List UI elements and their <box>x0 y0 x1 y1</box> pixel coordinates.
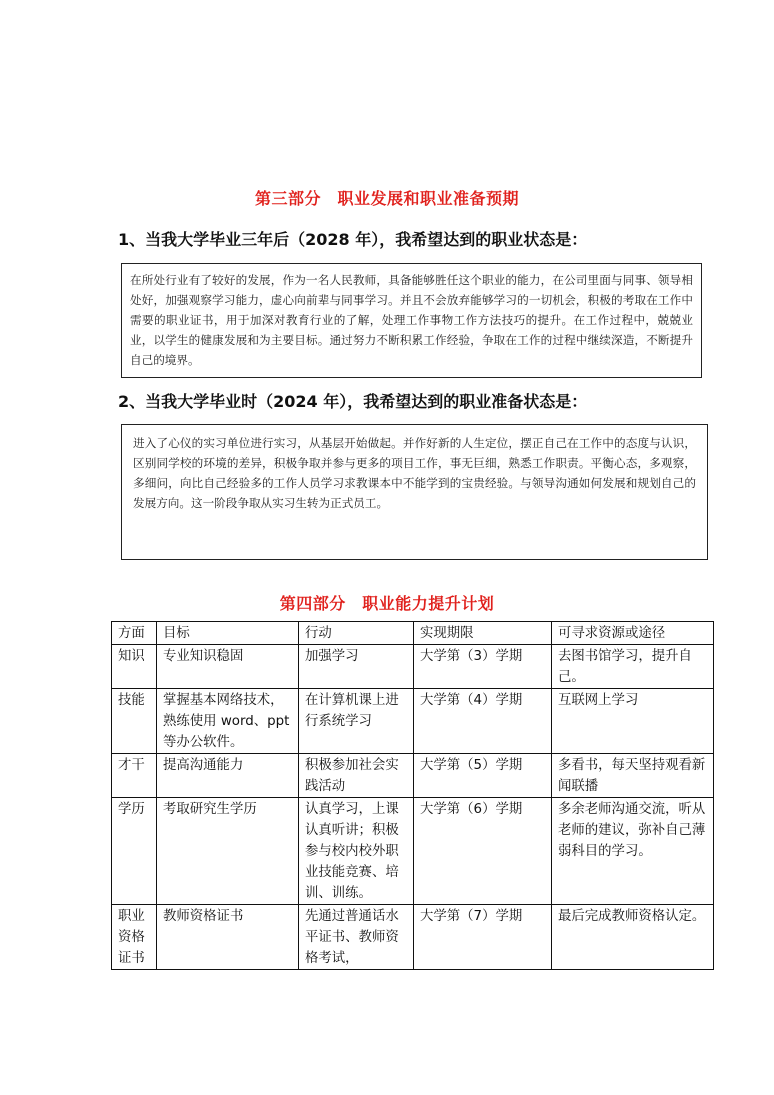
answer-box-2: 进入了心仪的实习单位进行实习，从基层开始做起。并作好新的人生定位，摆正自己在工作中的态度与认识，区别同学校的环境的差异，积极争取并参与更多的项目工作，事无巨细，熟悉工作职责。平衡心态，多观察，多细问，向比自己经验多的工作人员学习求教课本中不能学到的宝贵经验。与领导沟通如何发展和规划自己的发展方向。这一阶段争取从实习生转为正式员工。 <box>121 424 708 560</box>
cell-aspect: 才干 <box>112 754 157 798</box>
cell-resources: 多余老师沟通交流，听从老师的建议，弥补自己薄弱科目的学习。 <box>552 798 714 905</box>
header-resources: 可寻求资源或途径 <box>552 622 714 645</box>
question-1: 1、当我大学毕业三年后（2028 年），我希望达到的职业状态是： <box>118 230 588 249</box>
table-row <box>112 645 714 689</box>
cell-goal: 掌握基本网络技术，熟练使用 word、ppt 等办公软件。 <box>157 689 299 754</box>
cell-action: 先通过普通话水平证书、教师资格考试， <box>299 905 414 970</box>
header-goal: 目标 <box>157 622 299 645</box>
cell-resources: 多看书，每天坚持观看新闻联播 <box>552 754 714 798</box>
table-row <box>112 798 714 905</box>
cell-action: 积极参加社会实践活动 <box>299 754 414 798</box>
cell-goal: 考取研究生学历 <box>157 798 299 905</box>
ability-plan-table <box>111 621 714 970</box>
table-row <box>112 689 714 754</box>
cell-action: 在计算机课上进行系统学习 <box>299 689 414 754</box>
header-aspect: 方面 <box>112 622 157 645</box>
cell-resources: 最后完成教师资格认定。 <box>552 905 714 970</box>
table-row <box>112 905 714 970</box>
cell-goal: 教师资格证书 <box>157 905 299 970</box>
cell-aspect: 学历 <box>112 798 157 905</box>
cell-aspect: 技能 <box>112 689 157 754</box>
cell-aspect: 职业资格证书 <box>112 905 157 970</box>
table-header-row <box>112 622 714 645</box>
cell-deadline: 大学第（7）学期 <box>414 905 552 970</box>
cell-action: 认真学习，上课认真听讲；积极参与校内校外职业技能竞赛、培训、训练。 <box>299 798 414 905</box>
cell-goal: 提高沟通能力 <box>157 754 299 798</box>
cell-aspect: 知识 <box>112 645 157 689</box>
cell-deadline: 大学第（3）学期 <box>414 645 552 689</box>
cell-deadline: 大学第（4）学期 <box>414 689 552 754</box>
cell-deadline: 大学第（5）学期 <box>414 754 552 798</box>
answer-box-1: 在所处行业有了较好的发展，作为一名人民教师，具备能够胜任这个职业的能力，在公司里面与同事、领导相处好，加强观察学习能力，虚心向前辈与同事学习。并且不会放弃能够学习的一切机会，积极的考取在工作中需要的职业证书，用于加深对教育行业的了解，处理工作事物工作方法技巧的提升。在工作过程中，兢兢业业，以学生的健康发展和为主要目标。通过努力不断积累工作经验，争取在工作的过程中继续深造，不断提升自己的境界。 <box>121 263 702 378</box>
cell-resources: 互联网上学习 <box>552 689 714 754</box>
table-row <box>112 754 714 798</box>
cell-goal: 专业知识稳固 <box>157 645 299 689</box>
cell-deadline: 大学第（6）学期 <box>414 798 552 905</box>
header-action: 行动 <box>299 622 414 645</box>
cell-action: 加强学习 <box>299 645 414 689</box>
part4-title: 第四部分 职业能力提升计划 <box>279 594 495 613</box>
header-deadline: 实现期限 <box>414 622 552 645</box>
part3-title: 第三部分 职业发展和职业准备预期 <box>254 189 519 208</box>
cell-resources: 去图书馆学习，提升自己。 <box>552 645 714 689</box>
question-2: 2、当我大学毕业时（2024 年），我希望达到的职业准备状态是： <box>118 392 588 411</box>
